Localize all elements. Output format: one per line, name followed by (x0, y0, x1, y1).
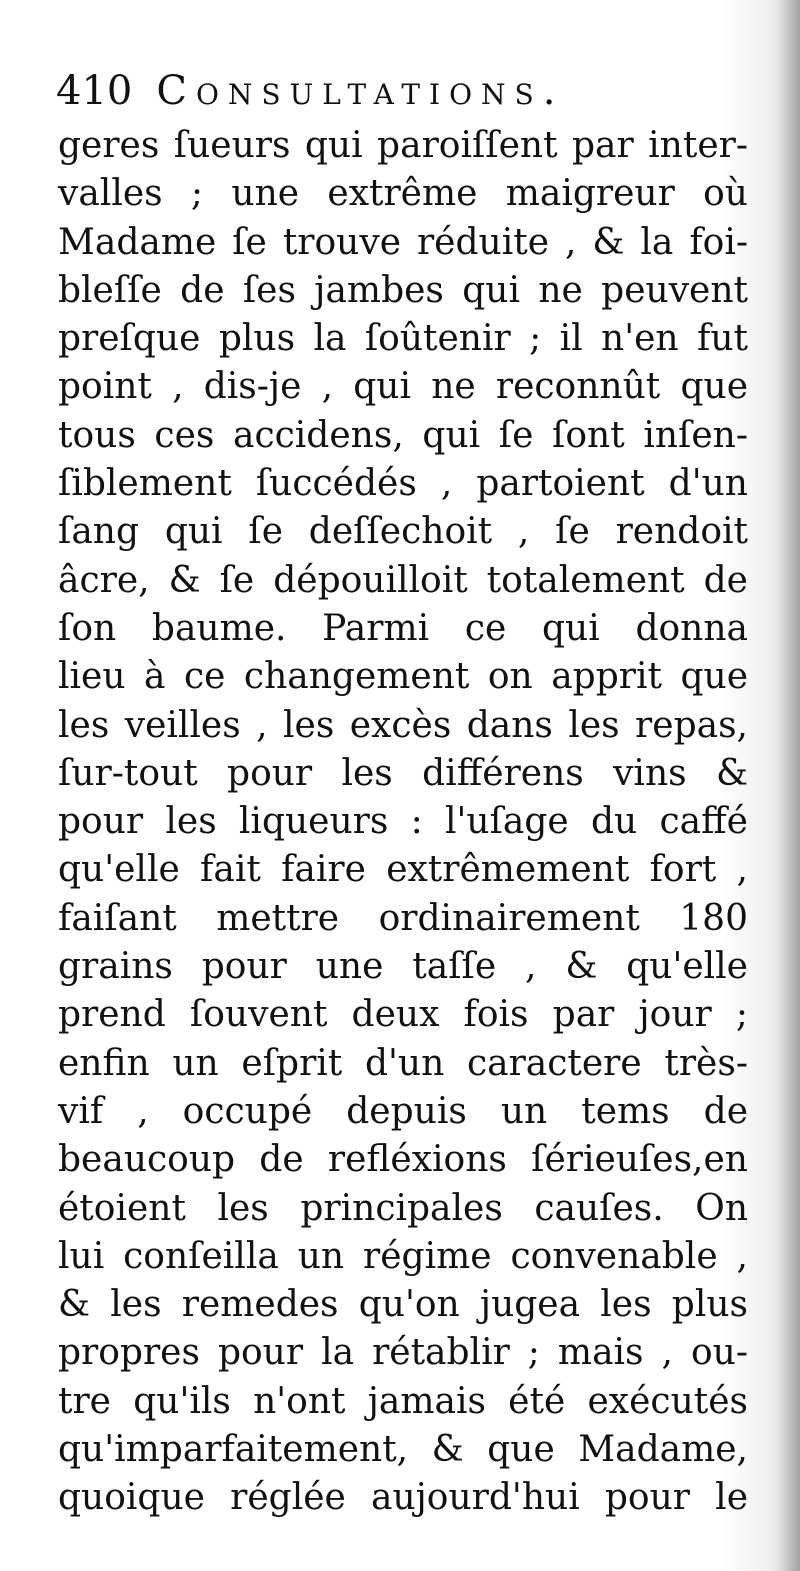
text-line: tre qu'ils n'ont jamais été exécutés (58, 1380, 748, 1422)
text-line: ſiblement ſuccédés , partoient d'un (58, 463, 748, 505)
text-line: qu'elle fait faire extrêmement fort , (58, 849, 748, 891)
text-line: ſur-tout pour les différens vins & (58, 752, 748, 794)
text-line: bleſſe de ſes jambes qui ne peuvent (58, 269, 748, 311)
text-line: propres pour la rétablir ; mais , ou- (58, 1332, 748, 1374)
text-line: qu'imparfaitement, & que Madame, (58, 1429, 748, 1471)
text-line: geres ſueurs qui paroiſſent par inter- (58, 125, 748, 166)
text-line: lieu à ce changement on apprit que (58, 656, 748, 698)
text-line: & les remedes qu'on jugea les plus (58, 1284, 748, 1326)
text-line: enfin un eſprit d'un caractere très- (58, 1042, 748, 1084)
text-line: tous ces accidens, qui ſe ſont inſen- (58, 414, 748, 456)
text-line: les veilles , les excès dans les repas, (58, 704, 748, 746)
text-line: vif , occupé depuis un tems de (58, 1090, 748, 1132)
text-line: faiſant mettre ordinairement 180 (58, 897, 748, 939)
text-line: Madame ſe trouve réduite , & la foi- (58, 221, 748, 263)
text-line: point , dis-je , qui ne reconnût que (58, 366, 748, 408)
text-line: lui conſeilla un régime convenable , (58, 1235, 748, 1277)
body-text (58, 122, 748, 1523)
text-line: quoique réglée aujourd'hui pour le (58, 1477, 748, 1519)
text-line: ſang qui ſe deſſechoit , ſe rendoit (58, 511, 748, 553)
text-line: preſque plus la ſoûtenir ; il n'en fut (58, 318, 748, 360)
text-line: prend ſouvent deux fois par jour ; (58, 994, 748, 1036)
page-header (56, 68, 564, 124)
text-line: âcre, & ſe dépouilloit totalement de (58, 559, 748, 601)
text-line: valles ; une extrême maigreur où (58, 173, 748, 215)
text-line: beaucoup de refléxions ſérieuſes,en (58, 1139, 748, 1181)
text-line: grains pour une taſſe , & qu'elle (58, 946, 748, 988)
running-title: Consultations. (156, 68, 565, 114)
page-number: 410 (56, 68, 133, 114)
text-line: étoient les principales cauſes. On (58, 1187, 748, 1229)
page-gutter-shadow (778, 0, 800, 1571)
text-line: pour les liqueurs : l'uſage du caffé (58, 801, 748, 843)
text-line: ſon baume. Parmi ce qui donna (58, 607, 748, 649)
